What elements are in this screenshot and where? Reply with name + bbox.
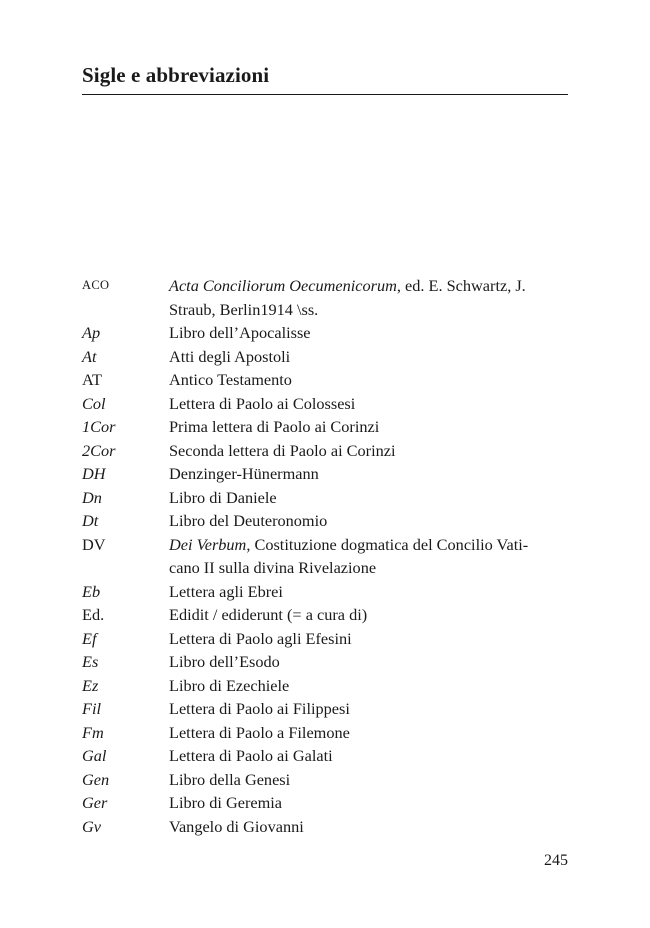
abbreviation-term: Dt (82, 511, 99, 530)
title-rule (82, 94, 568, 95)
abbreviation-term: Dn (82, 487, 102, 507)
abbreviation-definition: Libro di Ezechiele (169, 675, 290, 695)
list-item (82, 321, 572, 345)
page-number: 245 (544, 852, 568, 869)
list-item (82, 768, 572, 792)
definition-text-line1: , ed. E. Schwartz, J. (396, 276, 526, 295)
list-item (82, 721, 572, 745)
abbreviation-definition: Prima lettera di Paolo ai Corinzi (169, 417, 380, 436)
abbreviation-term: Ed. (82, 605, 105, 624)
abbreviation-definition: Lettera di Paolo ai Colossesi (169, 393, 356, 413)
definition-italic-title: Acta Conciliorum Oecumenicorum (169, 276, 397, 295)
list-item (82, 509, 572, 533)
abbreviation-definition: Lettera di Paolo agli Efesini (169, 628, 352, 648)
abbreviation-definition: Libro di Daniele (169, 487, 277, 507)
abbreviation-definition: Libro del Deuteronomio (169, 511, 328, 530)
abbreviation-term: ACO (82, 278, 110, 292)
page-title: Sigle e abbreviazioni (82, 63, 270, 87)
list-item (82, 744, 572, 768)
list-item (82, 791, 572, 815)
abbreviation-term: Ez (82, 675, 99, 695)
abbreviation-term: At (82, 346, 97, 366)
list-item (82, 815, 572, 839)
abbreviation-definition: Atti degli Apostoli (169, 346, 291, 366)
abbreviation-definition: Libro dell’Esodo (169, 652, 280, 671)
list-item (82, 486, 572, 510)
abbreviation-definition: Lettera di Paolo ai Galati (169, 746, 333, 765)
abbreviation-list (82, 274, 572, 838)
abbreviation-term: Gal (82, 746, 107, 765)
abbreviation-term: DH (82, 464, 106, 483)
abbreviation-term: Ef (82, 628, 97, 648)
abbreviation-term: Ger (82, 793, 108, 812)
abbreviation-term: Ap (82, 323, 101, 342)
list-item (82, 697, 572, 721)
abbreviation-definition: Libro della Genesi (169, 769, 291, 789)
list-item (82, 533, 572, 580)
list-item (82, 392, 572, 416)
definition-italic-title: Dei Verbum (169, 534, 247, 554)
definition-text-line2: cano II sulla divina Rivelazione (169, 558, 377, 577)
list-item (82, 627, 572, 651)
list-item (82, 580, 572, 604)
list-item (82, 345, 572, 369)
abbreviation-definition: Lettera di Paolo ai Filippesi (169, 699, 350, 718)
abbreviation-term: Col (82, 393, 106, 413)
definition-text-line1: , Costituzione dogmatica del Concilio Vati- (246, 534, 529, 554)
abbreviation-definition: Seconda lettera di Paolo ai Corinzi (169, 440, 396, 460)
abbreviation-definition (169, 533, 572, 580)
abbreviation-term: Fm (82, 722, 104, 742)
abbreviation-definition: Antico Testamento (169, 370, 292, 389)
list-item (82, 439, 572, 463)
abbreviation-definition: Libro dell’Apocalisse (169, 323, 311, 342)
abbreviation-definition: Denzinger-Hünermann (169, 464, 319, 483)
abbreviation-definition: Lettera di Paolo a Filemone (169, 722, 350, 742)
abbreviation-term: 1Cor (82, 417, 116, 436)
abbreviation-definition: Vangelo di Giovanni (169, 816, 304, 836)
list-item (82, 603, 572, 627)
list-item (82, 368, 572, 392)
abbreviation-term: Fil (82, 699, 101, 718)
abbreviation-term: Es (82, 652, 99, 671)
list-item (82, 415, 572, 439)
list-item (82, 650, 572, 674)
definition-text-line2: Straub, Berlin1914 \ss. (169, 299, 319, 319)
list-item (82, 462, 572, 486)
abbreviation-term: Gv (82, 816, 101, 836)
abbreviation-definition (169, 274, 572, 321)
list-item (82, 274, 572, 321)
abbreviation-term: AT (82, 370, 102, 389)
list-item (82, 674, 572, 698)
abbreviation-term: 2Cor (82, 440, 116, 460)
abbreviation-definition: Lettera agli Ebrei (169, 581, 283, 601)
abbreviation-definition: Edidit / ediderunt (= a cura di) (169, 605, 368, 624)
abbreviation-term: DV (82, 534, 106, 554)
abbreviation-term: Eb (82, 581, 101, 601)
abbreviation-term: Gen (82, 769, 110, 789)
abbreviation-definition: Libro di Geremia (169, 793, 283, 812)
